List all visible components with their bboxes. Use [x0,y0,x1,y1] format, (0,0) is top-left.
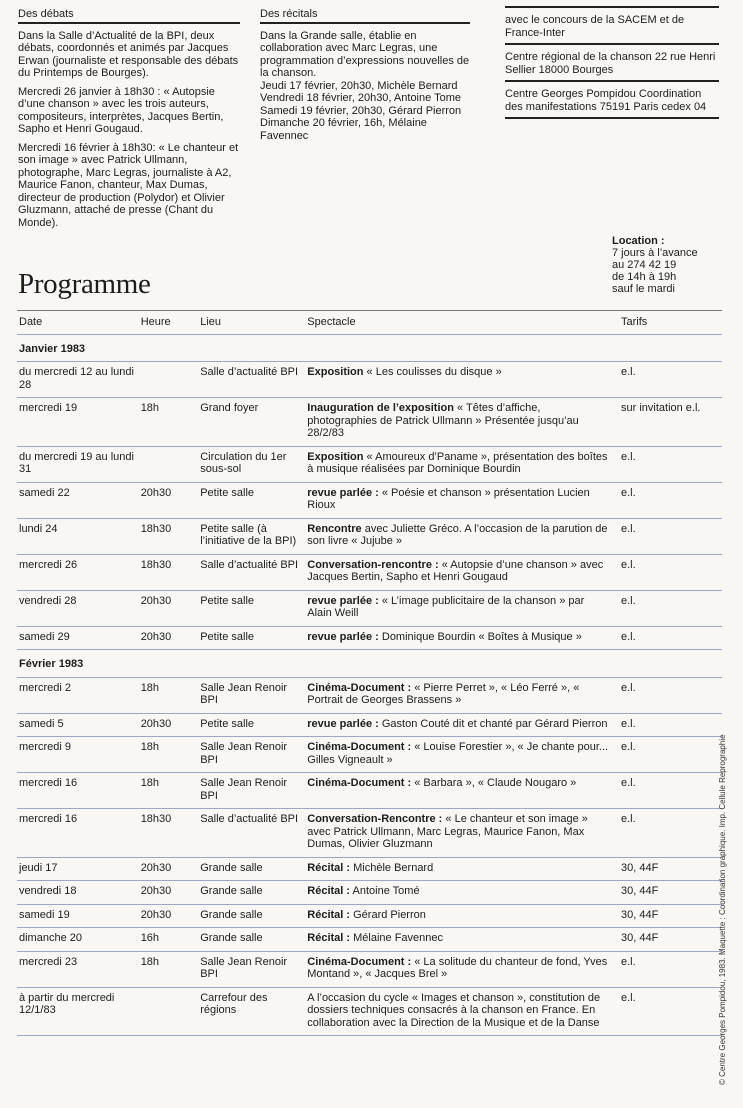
cell-spectacle [305,518,613,554]
cell-lieu: Salle d’actualité BPI [198,362,305,398]
cell-lieu: Salle Jean Renoir BPI [198,677,305,713]
debats-item-1: Mercredi 26 janvier à 18h30 : « Autopsie d’une chanson » avec les trois auteurs, compositeurs, interprètes, Jacques Bertin, Sapho et Henri Gougaud. [18,85,224,135]
cell-lieu: Salle Jean Renoir BPI [198,951,305,987]
spectacle-type: revue parlée : [307,630,379,643]
spectacle-type: Conversation-rencontre : [307,558,439,571]
recital-line: Vendredi 18 février, 20h30, Antoine Tome [260,92,461,104]
pompidou-address: Centre Georges Pompidou Coordination des manifestations 75191 Paris cedex 04 [505,82,719,119]
cell-heure: 18h [139,773,199,809]
location-line: 7 jours à l’avance [612,247,698,259]
spectacle-description: Michèle Bernard [350,861,434,874]
cell-date: mercredi 19 [17,398,139,447]
header-spectacle: Spectacle [305,311,613,335]
cell-heure: 18h30 [139,518,199,554]
cell-spectacle [305,904,613,928]
spectacle-type: Cinéma-Document : [307,681,412,694]
spectacle-description: « Têtes d’affiche, photographies de Patrick Ullmann » Présentée jusqu’au 28/2/83 [307,402,579,439]
cell-heure [139,987,199,1036]
table-row [17,713,722,737]
cell-spectacle [305,809,613,858]
spectacle-description: « Poésie et chanson » présentation Lucien Rioux [307,486,590,511]
cell-heure: 18h [139,398,199,447]
cell-spectacle [305,987,613,1036]
cell-heure: 18h [139,677,199,713]
spectacle-description: « Louise Forestier », « Je chante pour... Gilles Vigneault » [307,741,609,766]
cell-date: samedi 22 [17,482,139,518]
cell-lieu: Carrefour des régions [198,987,305,1036]
cell-date: mercredi 9 [17,737,139,773]
spectacle-description: « La solitude du chanteur de fond, Yves Montand », « Jacques Brel » [307,955,608,980]
table-row [17,482,722,518]
table-row [17,554,722,590]
cell-date: mercredi 23 [17,951,139,987]
cell-tarif: e.l. [613,677,722,713]
cell-tarif: 30, 44F [613,904,722,928]
location-label: Location : [612,235,665,247]
cell-tarif: e.l. [613,987,722,1036]
spectacle-type: Exposition [307,366,364,378]
cell-tarif: e.l. [613,590,722,626]
table-row [17,398,722,447]
spectacle-type: Récital : [307,908,351,921]
cell-spectacle [305,928,613,952]
cell-spectacle [305,951,613,987]
header-tarifs: Tarifs [613,311,722,335]
cell-heure: 20h30 [139,857,199,881]
cell-lieu: Grande salle [198,881,305,905]
spectacle-type: Cinéma-Document : [307,955,412,968]
spectacle-type: Rencontre [307,522,362,535]
table-row [17,928,722,952]
cell-date: mercredi 26 [17,554,139,590]
debats-section [18,8,240,235]
cell-spectacle [305,713,613,737]
table-row [17,987,722,1036]
table-row [17,904,722,928]
cell-spectacle [305,626,613,650]
recital-line: Samedi 19 février, 20h30, Gérard Pierron [260,104,462,117]
table-row [17,951,722,987]
cell-spectacle [305,554,613,590]
cell-spectacle [305,362,613,398]
header-heure: Heure [139,311,199,335]
cell-spectacle [305,677,613,713]
cell-date: mercredi 16 [17,773,139,809]
spectacle-description: « Les coulisses du disque » [363,366,502,378]
spectacle-description: Dominique Bourdin « Boîtes à Musique » [378,630,582,643]
cell-tarif: e.l. [613,773,722,809]
month-row-january [17,334,722,362]
cell-heure: 20h30 [139,881,199,905]
cell-spectacle [305,590,613,626]
month-label: Janvier 1983 [17,334,722,362]
month-row-february [17,650,722,678]
cell-date: samedi 29 [17,626,139,650]
cell-tarif: 30, 44F [613,928,722,952]
cell-lieu: Grande salle [198,928,305,952]
spectacle-type: Conversation-Rencontre : [307,813,443,825]
info-box [505,6,719,119]
cell-date: samedi 19 [17,904,139,928]
cell-date: dimanche 20 [17,928,139,952]
cell-lieu: Petite salle [198,590,305,626]
spectacle-type: revue parlée : [307,717,379,730]
programme-title: Programme [18,268,151,300]
spectacle-type: revue parlée : [307,594,379,607]
cell-date: du mercredi 19 au lundi 31 [17,446,139,482]
spectacle-type: Cinéma-Document : [307,777,412,789]
cell-lieu: Petite salle [198,713,305,737]
cell-heure: 18h [139,737,199,773]
table-row [17,590,722,626]
cell-date: du mercredi 12 au lundi 28 [17,362,139,398]
spectacle-description: « Pierre Perret », « Léo Ferré », « Portrait de Georges Brassens » [307,681,580,706]
recital-line: Jeudi 17 février, 20h30, Michèle Bernard [260,79,458,92]
cell-spectacle [305,773,613,809]
spectacle-description: « Le chanteur et son image » avec Patrick Ullmann, Marc Legras, Maurice Fanon, Max Dumas, Olivier Gluzmann [307,813,588,850]
spectacle-type: Exposition [307,450,364,463]
cell-lieu: Grand foyer [198,398,305,447]
cell-lieu: Petite salle (à l’initiative de la BPI) [198,518,305,554]
recitals-section [260,8,470,142]
cell-heure: 20h30 [139,626,199,650]
cell-date: samedi 5 [17,713,139,737]
cell-tarif: 30, 44F [613,857,722,881]
cell-tarif: sur invitation e.l. [613,398,722,447]
cell-tarif: e.l. [613,446,722,482]
table-row [17,857,722,881]
recital-line: Dimanche 20 février, 16h, Mélaine Favennec [260,117,427,142]
cell-heure: 20h30 [139,482,199,518]
spectacle-type: Récital : [307,885,351,897]
cell-date: lundi 24 [17,518,139,554]
cell-date: vendredi 28 [17,590,139,626]
recitals-title: Des récitals [260,8,470,24]
cell-spectacle [305,737,613,773]
table-row [17,737,722,773]
cell-tarif: 30, 44F [613,881,722,905]
table-row [17,677,722,713]
cell-spectacle [305,482,613,518]
location-line: de 14h à 19h [612,271,677,283]
cell-heure: 20h30 [139,590,199,626]
location-phone: au 274 42 19 [612,259,677,271]
cell-tarif: e.l. [613,951,722,987]
cell-date: mercredi 2 [17,677,139,713]
cell-tarif: e.l. [613,362,722,398]
header-date: Date [17,311,139,335]
table-row [17,626,722,650]
cell-heure [139,362,199,398]
cell-lieu: Salle Jean Renoir BPI [198,773,305,809]
table-row [17,518,722,554]
month-label: Février 1983 [17,650,722,678]
spectacle-description: « L’image publicitaire de la chanson » par Alain Weill [307,594,585,619]
cell-tarif: e.l. [613,518,722,554]
cell-heure: 18h30 [139,554,199,590]
spectacle-type: revue parlée : [307,486,379,499]
cell-lieu: Grande salle [198,857,305,881]
recitals-intro: Dans la Grande salle, établie en collaboration avec Marc Legras, une programmation d’expressions nouvelles de la chanson. [260,29,470,79]
cell-lieu: Salle d’actualité BPI [198,809,305,858]
spectacle-description: « Barbara », « Claude Nougaro » [411,777,577,789]
cell-lieu: Salle Jean Renoir BPI [198,737,305,773]
spectacle-description: Antoine Tomé [350,885,420,897]
debats-intro: Dans la Salle d’Actualité de la BPI, deux débats, coordonnés et animés par Jacques Erwan (journaliste et responsable des débats du Printemps de Bourges). [18,29,239,79]
cell-tarif: e.l. [613,737,722,773]
cell-heure: 16h [139,928,199,952]
table-row [17,773,722,809]
cell-tarif: e.l. [613,482,722,518]
cell-tarif: e.l. [613,626,722,650]
debats-item-2: Mercredi 16 février à 18h30: « Le chanteur et son image » avec Patrick Ullmann, photographe, Marc Legras, journaliste à A2, Maurice Fanon, chanteur, Max Dumas, directeur de production (Polydor) et Olivier Gluzmann, attaché de presse (Chant du Monde). [18,141,239,229]
cell-lieu: Petite salle [198,482,305,518]
spectacle-type: Récital : [307,932,351,944]
debats-title: Des débats [18,8,240,24]
cell-lieu: Circulation du 1er sous-sol [198,446,305,482]
spectacle-description: Gaston Couté dit et chanté par Gérard Pierron [378,717,608,730]
cell-spectacle [305,446,613,482]
cell-date: mercredi 16 [17,809,139,858]
cell-date: jeudi 17 [17,857,139,881]
cell-tarif: e.l. [613,713,722,737]
cell-tarif: e.l. [613,554,722,590]
cell-lieu: Petite salle [198,626,305,650]
spectacle-description: Gérard Pierron [350,908,426,921]
cell-date: à partir du mercredi 12/1/83 [17,987,139,1036]
spectacle-description: A l’occasion du cycle « Images et chanson », constitution de dossiers techniques consacrés à la chanson en France. En collaboration avec la Direction de la Musique et de la Danse [307,991,601,1029]
cell-heure: 20h30 [139,713,199,737]
table-row [17,362,722,398]
spectacle-type: Inauguration de l’exposition [307,402,454,414]
cell-lieu: Grande salle [198,904,305,928]
cell-heure [139,446,199,482]
sponsor-block: avec le concours de la SACEM et de France-Inter [505,6,719,45]
cell-lieu: Salle d’actualité BPI [198,554,305,590]
table-row [17,881,722,905]
spectacle-description: « Autopsie d’une chanson » avec Jacques Bertin, Sapho et Henri Gougaud [307,558,604,583]
spectacle-description: avec Juliette Gréco. A l’occasion de la parution de son livre « Jujube » [307,522,608,547]
table-row [17,446,722,482]
cell-heure: 18h30 [139,809,199,858]
cell-spectacle [305,398,613,447]
location-info [612,235,698,295]
cell-spectacle [305,857,613,881]
header-lieu: Lieu [198,311,305,335]
spectacle-description: Mélaine Favennec [350,932,444,944]
location-line: sauf le mardi [612,283,675,295]
bourges-address: Centre régional de la chanson 22 rue Henri Sellier 18000 Bourges [505,45,719,82]
cell-date: vendredi 18 [17,881,139,905]
spectacle-type: Cinéma-Document : [307,741,412,753]
spectacle-description: « Amoureux d’Paname », présentation des boîtes à musique réalisées par Dominique Bourdin [307,450,608,475]
programme-table [17,310,722,1036]
credit-line: © Centre Georges Pompidou, 1983. Maquette : Coordination graphique. Imp. Cellule Reprographie [718,734,727,1085]
cell-tarif: e.l. [613,809,722,858]
spectacle-type: Récital : [307,861,351,874]
cell-heure: 20h30 [139,904,199,928]
table-header [17,311,722,335]
table-row [17,809,722,858]
cell-spectacle [305,881,613,905]
cell-heure: 18h [139,951,199,987]
